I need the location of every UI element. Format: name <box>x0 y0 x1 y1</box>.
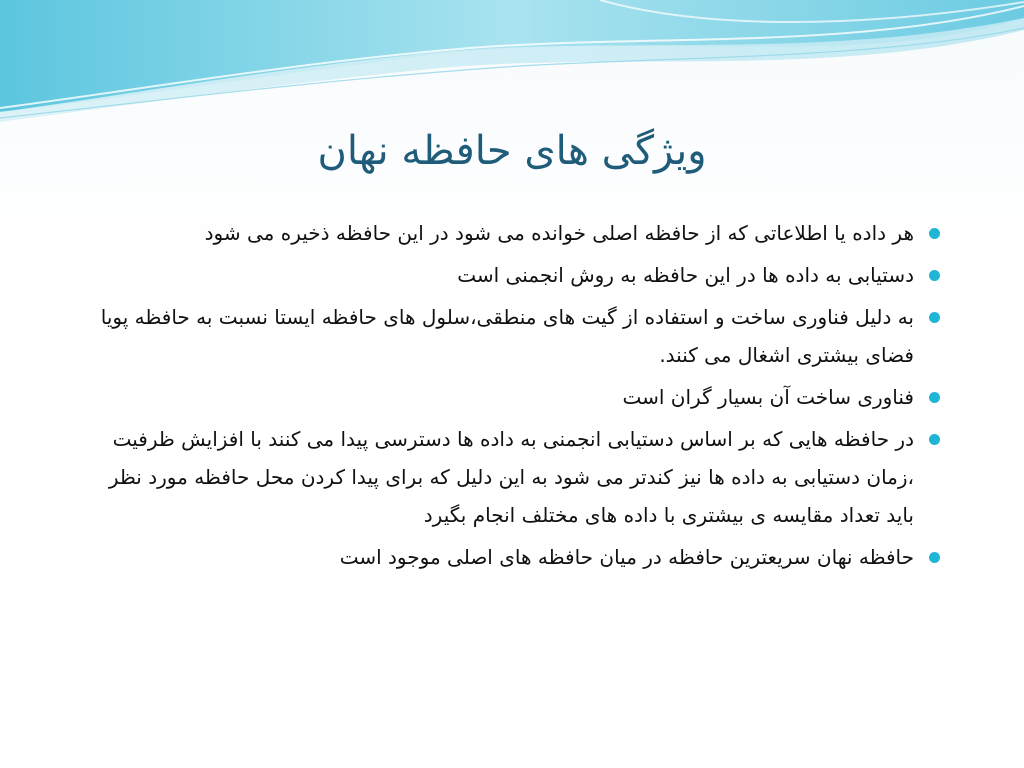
bullet-item <box>84 538 940 576</box>
bullet-dot-icon <box>929 228 940 239</box>
bullet-dot-icon <box>929 552 940 563</box>
header-wave-decoration <box>0 0 1024 130</box>
bullet-text: هر داده یا اطلاعاتی که از حافظه اصلی خوانده می شود در این حافظه ذخیره می شود <box>204 221 914 245</box>
bullet-item <box>84 420 940 534</box>
bullet-text: در حافظه هایی که بر اساس دستیابی انجمنی به داده ها دسترسی پیدا می کنند با افزایش ظرفیت ،زمان دستیابی به داده ها نیز کندتر می شود به این دلیل که برای پیدا کردن محل حافظه مورد نظر باید تعداد مقایسه ی بیشتری با داده های مختلف انجام بگیرد <box>108 427 914 527</box>
bullet-text: به دلیل فناوری ساخت و استفاده از گیت های منطقی،سلول های حافظه ایستا نسبت به حافظه پویا فضای بیشتری اشغال می کنند. <box>100 305 914 367</box>
bullet-list <box>84 214 940 580</box>
bullet-dot-icon <box>929 312 940 323</box>
bullet-item <box>84 214 940 252</box>
bullet-dot-icon <box>929 270 940 281</box>
bullet-text: فناوری ساخت آن بسیار گران است <box>622 385 914 409</box>
bullet-item <box>84 378 940 416</box>
bullet-item <box>84 298 940 374</box>
bullet-text: دستیابی به داده ها در این حافظه به روش انجمنی است <box>457 263 914 287</box>
bullet-text: حافظه نهان سریعترین حافظه در میان حافظه های اصلی موجود است <box>339 545 914 569</box>
bullet-dot-icon <box>929 392 940 403</box>
bullet-item <box>84 256 940 294</box>
bullet-dot-icon <box>929 434 940 445</box>
slide-title: ویژگی های حافظه نهان <box>317 128 707 174</box>
